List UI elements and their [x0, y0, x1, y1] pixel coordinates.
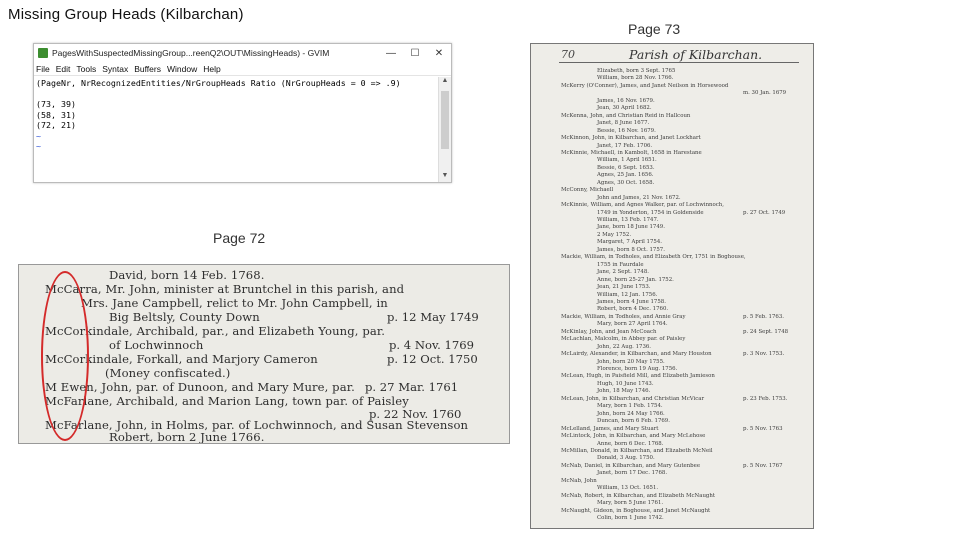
page-73-label: Page 73 — [628, 21, 681, 37]
scan-line: William, born 28 Nov. 1766. — [597, 75, 674, 82]
scan-line: Mackie, William, in Todholes, and Annie Gray — [561, 313, 686, 320]
scan-line: James, born 8 Oct. 1757. — [597, 246, 665, 253]
scan-line: Duncan, born 6 Feb. 1769. — [597, 418, 670, 425]
gvim-editor[interactable] — [34, 77, 439, 182]
close-button[interactable]: ✕ — [434, 47, 444, 59]
page-73-scan — [530, 43, 814, 529]
scan-line: Mary, born 5 June 1761. — [597, 500, 664, 507]
scan-line: John and James, 21 Nov. 1672. — [597, 194, 681, 201]
scan-line: McKenna, John, and Christian Reid in Hallcoun — [561, 112, 691, 119]
scan-line: Mary, born 27 April 1764. — [597, 321, 668, 328]
scan-date: p. 5 Nov. 1767 — [743, 462, 783, 469]
scan-line: Jean, 30 April 1682. — [597, 105, 652, 112]
editor-empty-line-marker: ~ — [36, 141, 41, 151]
editor-line: (73, 39) — [36, 99, 76, 109]
menu-tools[interactable]: Tools — [76, 63, 97, 74]
minimize-button[interactable]: — — [386, 47, 396, 59]
scan-line: McCorkindale, Forkall, and Marjory Cameron — [45, 352, 318, 366]
scan-date: p. 22 Nov. 1760 — [369, 407, 462, 421]
scan-line: John, born 20 May 1755. — [597, 358, 665, 365]
scan-line: Bessie, 6 Sept. 1653. — [597, 164, 655, 171]
gvim-app-icon — [38, 48, 48, 58]
scan-line: Hugh, 10 June 1743. — [597, 380, 654, 387]
scan-date: p. 5 Nov. 1763 — [743, 425, 783, 432]
scan-date: m. 30 Jan. 1679 — [743, 90, 787, 97]
scan-line: 2 May 1752. — [597, 231, 632, 238]
scan-line: McConny, Michaell — [561, 187, 614, 194]
scan-line: McLintock, John, in Kilbarchan, and Mary McLehose — [561, 433, 706, 440]
scan-line: McFarlane, John, in Holms, par. of Lochwinnoch, and Susan Stevenson — [45, 418, 469, 432]
scan-line: McLean, Hugh, in Paisfield Mill, and Elizabeth Jamieson — [561, 373, 715, 380]
scan-line: Anne, born 25-27 Jan. 1752. — [597, 276, 674, 283]
scan-line: William, 12 Jan. 1756. — [597, 291, 658, 298]
scan-line: McLean, John, in Kilbarchan, and Christian McVicar — [561, 395, 705, 402]
scan-line: McNab, John — [561, 477, 597, 484]
scan-line: Jean, 21 June 1753. — [597, 284, 651, 291]
scan-line: (Money confiscated.) — [105, 366, 231, 380]
scan-line: James, 16 Nov. 1679. — [597, 97, 655, 104]
scrollbar-thumb[interactable] — [441, 91, 449, 149]
editor-line: (58, 31) — [36, 109, 76, 120]
scan-line: Mrs. Jane Campbell, relict to Mr. John Campbell, in — [81, 296, 388, 310]
menu-syntax[interactable]: Syntax — [102, 63, 129, 74]
gvim-scrollbar[interactable] — [438, 77, 451, 182]
menu-edit[interactable]: Edit — [55, 63, 71, 74]
scan-line: McMillan, Donald, in Kilbarchan, and Elizabeth McNeil — [561, 447, 713, 454]
menu-buffers[interactable]: Buffers — [134, 63, 161, 74]
page-72-scan — [18, 264, 510, 444]
scan-line: Janet, 8 June 1677. — [597, 120, 650, 127]
scan-line: Agnes, 25 Jan. 1656. — [597, 172, 654, 179]
scan-line: McNaught, Gideon, in Boghouse, and Janet McNaught — [561, 507, 711, 514]
scan-date: p. 23 Feb. 1753. — [743, 395, 788, 402]
missing-heads-highlight — [41, 271, 89, 441]
scan-line: McKinlay, John, and Jean McCoach — [561, 328, 657, 335]
scan-date: p. 12 Oct. 1750 — [387, 352, 478, 366]
scan-date: p. 12 May 1749 — [387, 310, 479, 324]
editor-line: (72, 21) — [36, 120, 76, 130]
scan-line: John, born 24 May 1766. — [597, 410, 665, 417]
menu-window[interactable]: Window — [166, 63, 198, 74]
slide-title: Missing Group Heads (Kilbarchan) — [8, 6, 244, 23]
gvim-title-bar — [34, 44, 451, 62]
scan-line: Donald, 3 Aug. 1750. — [597, 455, 655, 462]
scan-line: 1755 in Faurdale — [597, 261, 644, 268]
scan-date: p. 5 Feb. 1763. — [743, 313, 784, 320]
scan-line: McLelland, James, and Mary Stuart — [561, 425, 659, 432]
scan-line: Jane, born 18 June 1749. — [597, 224, 665, 231]
scan-date: p. 24 Sept. 1748 — [743, 328, 789, 335]
scan-line: Jane, 2 Sept. 1748. — [597, 269, 649, 276]
scan-page-number: 70 — [561, 48, 575, 61]
scan-date: p. 27 Oct. 1749 — [743, 209, 786, 216]
scan-line: Margaret, 7 April 1754. — [597, 239, 662, 246]
scan-line: 1749 in Yonderton, 1754 in Goldenside — [597, 209, 704, 216]
scan-line: Mary, born 1 Feb. 1754. — [597, 403, 663, 410]
scan-line: McKinnon, John, in Kilbarchan, and Janet Lockhart — [561, 135, 701, 142]
scan-line: Elizabeth, born 3 Sept. 1765 — [597, 68, 676, 74]
scan-line: of Lochwinnoch — [109, 338, 204, 352]
scan-line: M Ewen, John, par. of Dunoon, and Mary Mure, par. — [45, 380, 355, 394]
scan-line: Janet, born 17 Dec. 1768. — [597, 470, 668, 477]
scan-line: McNab, Robert, in Kilbarchan, and Elizabeth McNaught — [561, 492, 716, 499]
scan-line: David, born 14 Feb. 1768. — [109, 268, 265, 282]
scan-line: McNab, Daniel, in Kilbarchan, and Mary Gutenbee — [561, 462, 701, 469]
scan-line: Janet, 17 Feb. 1706. — [597, 142, 653, 149]
scan-line: William, 1 April 1651. — [597, 157, 657, 164]
scroll-down-icon[interactable]: ▼ — [441, 172, 449, 179]
scan-line: McKerry (O'Conner), James, and Janet Neilson in Horsewood — [561, 82, 729, 89]
scan-line: Florence, born 19 Aug. 1756. — [597, 366, 678, 372]
scan-line: James, born 4 June 1758. — [597, 298, 666, 305]
scan-line: Big Beltsly, County Down — [109, 310, 260, 324]
scan-line: Agnes, 30 Oct. 1658. — [597, 179, 655, 186]
gvim-window-title: PagesWithSuspectedMissingGroup...reenQ2\OUT\MissingHeads) - GVIM — [52, 48, 330, 58]
scan-line: William, 13 Oct. 1651. — [597, 485, 659, 492]
scan-line: Robert, born 4 Dec. 1760. — [597, 306, 669, 313]
scan-date: p. 3 Nov. 1753. — [743, 351, 785, 358]
scan-line: John, 18 May 1746. — [597, 388, 651, 395]
scan-page-header: Parish of Kilbarchan. — [629, 47, 763, 62]
scan-line: Robert, born 2 June 1766. — [109, 430, 265, 444]
scan-date: p. 4 Nov. 1769 — [389, 338, 475, 352]
scan-line: McCarra, Mr. John, minister at Bruntchel in this parish, and — [45, 282, 405, 296]
scan-line: William, 13 Feb. 1747. — [597, 217, 659, 223]
page-72-label: Page 72 — [213, 230, 266, 246]
scan-line: McLachlan, Malcolm, in Abbey par. of Paisley — [561, 336, 686, 343]
maximize-button[interactable]: ☐ — [410, 47, 420, 59]
gvim-window — [33, 43, 452, 183]
scan-line: Bessie, 16 Nov. 1679. — [597, 127, 656, 134]
menu-file[interactable]: File — [36, 63, 50, 74]
scan-line: John, 22 Aug. 1736. — [597, 343, 652, 350]
scroll-up-icon[interactable]: ▲ — [441, 77, 449, 84]
scan-line: Anne, born 6 Dec. 1768. — [597, 440, 664, 447]
scan-line: McCorkindale, Archibald, par., and Elizabeth Young, par. — [45, 324, 386, 338]
header-rule — [559, 62, 799, 63]
scan-line: Mackie, William, in Todholes, and Elizabeth Orr, 1751 in Boghouse, — [561, 254, 746, 261]
editor-empty-line-marker: ~ — [36, 130, 41, 141]
editor-line: (PageNr, NrRecognizedEntities/NrGroupHeads Ratio (NrGroupHeads = 0 => .9) — [36, 78, 401, 88]
scan-line: McKinnie, William, and Agnes Walker, par. of Lochwinnoch, — [561, 202, 724, 209]
scan-line: McKinnie, Michaell, in Kambolt, 1658 in Harestane — [561, 149, 702, 156]
scan-line: McLairdy, Alexander, in Kilbarchan, and Mary Houston — [561, 351, 712, 358]
scan-line: McFarlane, Archibald, and Marion Lang, town par. of Paisley — [45, 394, 409, 408]
editor-line — [36, 89, 437, 100]
scan-line: Colin, born 1 June 1742. — [597, 515, 664, 521]
menu-help[interactable]: Help — [203, 63, 221, 74]
gvim-menubar — [34, 62, 451, 76]
scan-date: p. 27 Mar. 1761 — [365, 380, 459, 394]
